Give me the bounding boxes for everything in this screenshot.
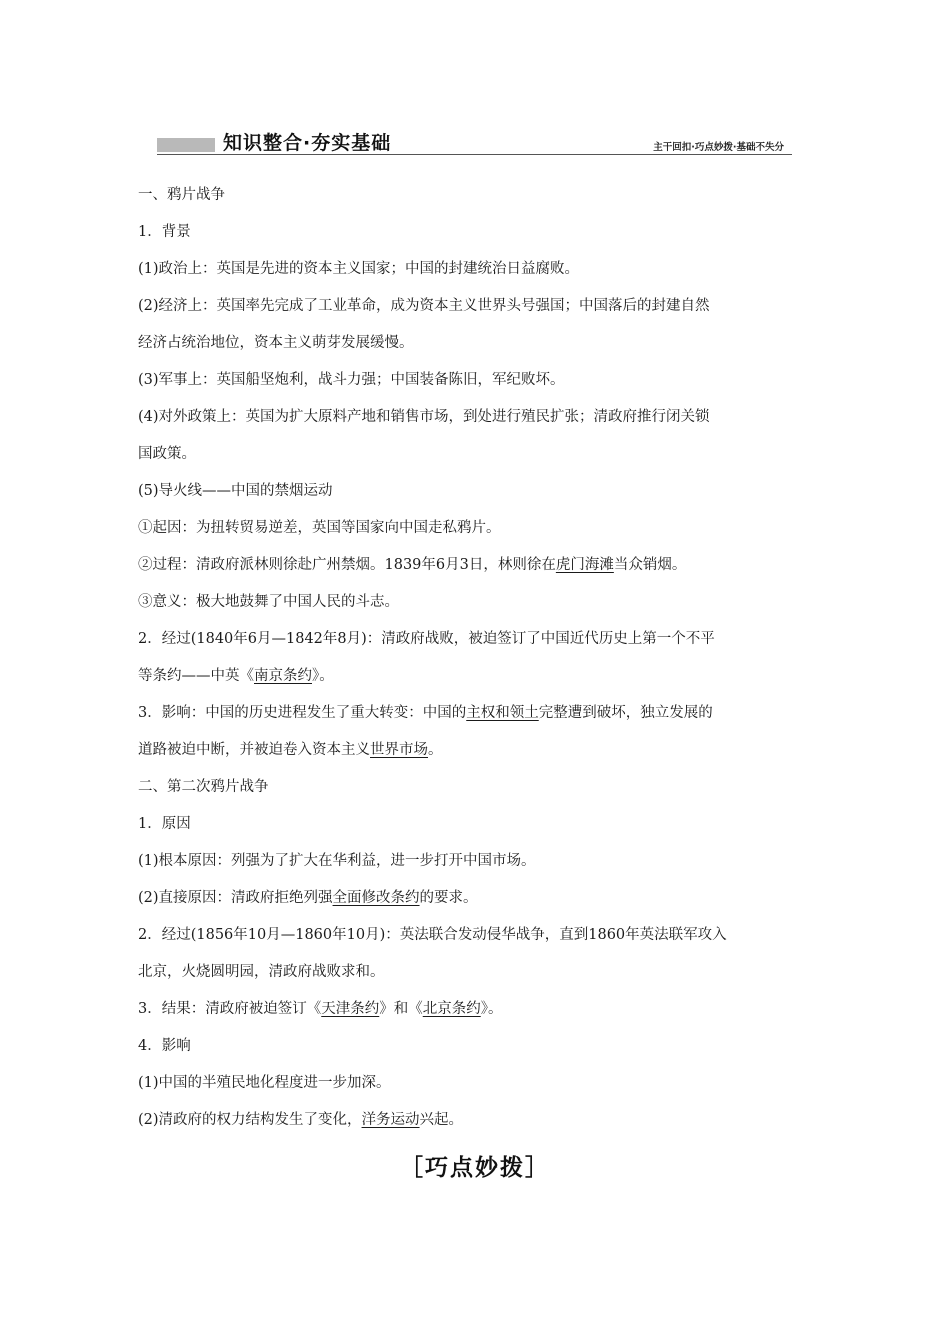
text-run: 4．影响 — [138, 1038, 191, 1054]
text-line — [138, 218, 818, 255]
text-run: 》。 — [312, 668, 334, 684]
section-header — [157, 128, 792, 156]
underlined-term: 全面修改条约 — [332, 890, 420, 906]
text-line — [138, 884, 818, 921]
text-line — [138, 773, 818, 810]
text-run: (2)清政府的权力结构发生了变化， — [138, 1112, 362, 1128]
text-line — [138, 181, 818, 218]
text-run: 等条约——中英《 — [138, 668, 254, 684]
text-line — [138, 625, 818, 662]
text-run: 兴起。 — [419, 1112, 464, 1128]
text-run: 国政策。 — [138, 446, 196, 462]
underlined-term: 世界市场 — [370, 742, 428, 758]
header-title: 知识整合·夯实基础 — [223, 132, 392, 154]
text-run: ②过程：清政府派林则徐赴广州禁烟。1839年6月3日，林则徐在 — [138, 557, 556, 573]
text-run: 3．结果：清政府被迫签订《 — [138, 1001, 322, 1017]
text-run: 一、鸦片战争 — [138, 187, 225, 203]
text-run: 。 — [428, 742, 443, 758]
text-run: 当众销烟。 — [613, 557, 687, 573]
header-tagline: 主干回扣·巧点妙拨·基础不失分 — [653, 142, 784, 153]
text-run: (1)政治上：英国是先进的资本主义国家；中国的封建统治日益腐败。 — [138, 261, 580, 277]
underlined-term: 虎门海滩 — [555, 557, 614, 573]
text-run: (4)对外政策上：英国为扩大原料产地和销售市场，到处进行殖民扩张；清政府推行闭关锁 — [138, 409, 710, 425]
text-line — [138, 847, 818, 884]
text-run: 二、第二次鸦片战争 — [138, 779, 269, 795]
text-line — [138, 366, 818, 403]
text-run: (1)中国的半殖民地化程度进一步加深。 — [138, 1075, 391, 1091]
text-line — [138, 329, 818, 366]
text-run: (2)直接原因：清政府拒绝列强 — [138, 890, 333, 906]
header-rule — [157, 154, 792, 155]
text-line — [138, 1032, 818, 1069]
text-run: (2)经济上：英国率先完成了工业革命，成为资本主义世界头号强国；中国落后的封建自然 — [138, 298, 710, 314]
text-run: 3．影响：中国的历史进程发生了重大转变：中国的 — [138, 705, 467, 721]
text-line — [138, 403, 818, 440]
text-line — [138, 588, 818, 625]
underlined-term: 天津条约 — [321, 1001, 380, 1017]
underlined-term: 南京条约 — [254, 668, 312, 684]
text-run: 北京，火烧圆明园，清政府战败求和。 — [138, 964, 385, 980]
text-line — [138, 1106, 818, 1143]
text-run: 经济占统治地位，资本主义萌芽发展缓慢。 — [138, 335, 414, 351]
text-run: ①起因：为扭转贸易逆差，英国等国家向中国走私鸦片。 — [138, 520, 501, 536]
document-body — [138, 181, 818, 1143]
text-line — [138, 958, 818, 995]
text-line — [138, 699, 818, 736]
text-run: ③意义：极大地鼓舞了中国人民的斗志。 — [138, 594, 399, 610]
underlined-term: 洋务运动 — [361, 1112, 420, 1128]
text-line — [138, 514, 818, 551]
text-run: (1)根本原因：列强为了扩大在华利益，进一步打开中国市场。 — [138, 853, 536, 869]
text-line — [138, 662, 818, 699]
text-run: 2．经过(1856年10月—1860年10月)：英法联合发动侵华战争，直到1860年英法联军攻入 — [138, 927, 727, 943]
header-gray-bar — [157, 138, 215, 152]
text-line — [138, 551, 818, 588]
section-title: ［巧点妙拨］ — [400, 1155, 550, 1181]
text-line — [138, 292, 818, 329]
text-line — [138, 1069, 818, 1106]
text-line — [138, 810, 818, 847]
text-run: (5)导火线——中国的禁烟运动 — [138, 483, 333, 499]
text-line — [138, 995, 818, 1032]
text-run: 1．背景 — [138, 224, 191, 240]
text-line — [138, 736, 818, 773]
text-line — [138, 921, 818, 958]
text-run: 》。 — [480, 1001, 503, 1017]
text-run: 完整遭到破坏，独立发展的 — [538, 705, 713, 721]
underlined-term: 北京条约 — [422, 1001, 481, 1017]
text-run: 2．经过(1840年6月—1842年8月)：清政府战败，被迫签订了中国近代历史上第一个不平 — [138, 631, 715, 647]
text-line — [138, 440, 818, 477]
text-line — [138, 255, 818, 292]
text-run: (3)军事上：英国船坚炮利，战斗力强；中国装备陈旧，军纪败坏。 — [138, 372, 565, 388]
text-line — [138, 477, 818, 514]
text-run: 1．原因 — [138, 816, 191, 832]
text-run: 道路被迫中断，并被迫卷入资本主义 — [138, 742, 370, 758]
text-run: 》和《 — [379, 1001, 423, 1017]
underlined-term: 主权和领土 — [466, 705, 539, 721]
text-run: 的要求。 — [419, 890, 478, 906]
